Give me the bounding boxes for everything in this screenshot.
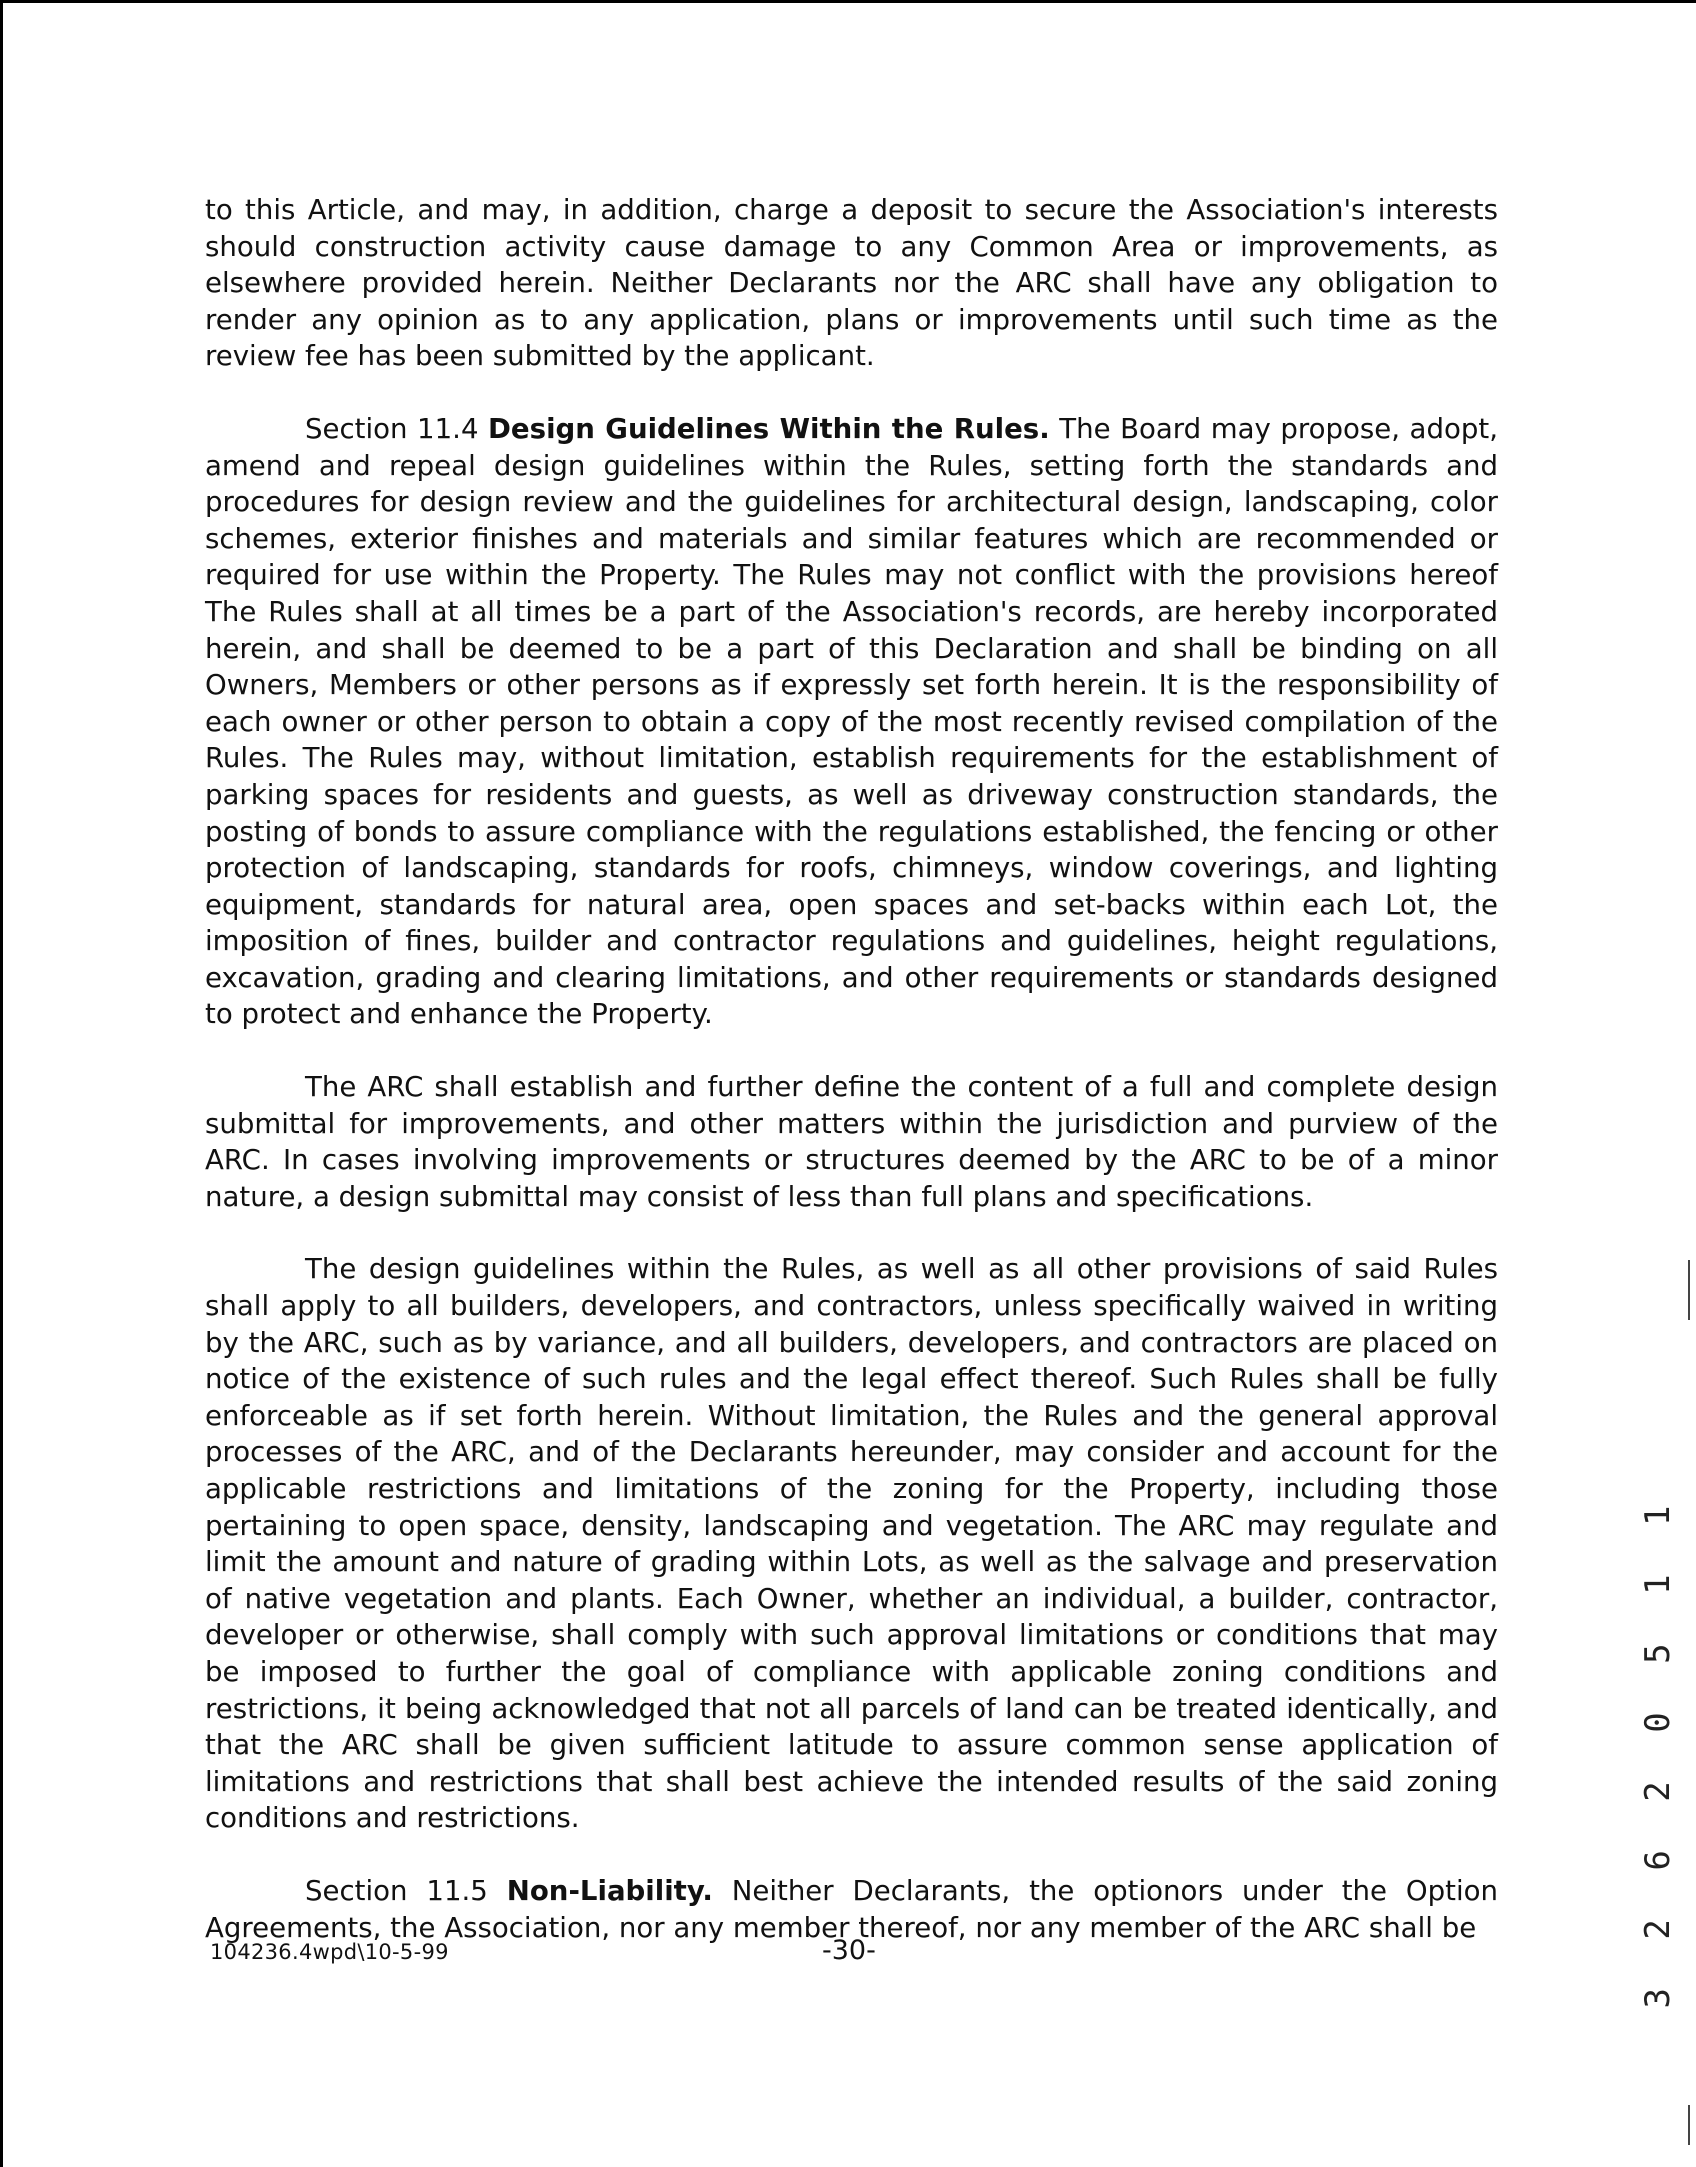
scan-right-mark [1688, 2105, 1690, 2145]
paragraph-text: to this Article, and may, in addition, charge a deposit to secure the Association's interests should construction activity cause damage to any Common Area or improvements, as elsewhere provided herein. Neither Declarants nor the ARC shall have any obligation to render any opinion as to any application, plans or improvements until such time as the review fee has been submitted by the applicant. [205, 193, 1498, 373]
paragraph-arc-submittal [205, 1069, 1498, 1215]
side-document-stamp [1638, 1491, 1678, 2009]
footer-file-reference: 104236.4wpd\10-5-99 [210, 1940, 449, 1964]
paragraph-text: Neither Declarants, the optionors under the Option Agreements, the Association, nor any member thereof, nor any member of the ARC shall be [205, 1873, 1498, 1944]
scan-top-edge [0, 0, 1696, 3]
side-stamp-text: 3 2 6 2 0 5 1 1 [1638, 1491, 1678, 2009]
paragraph-text: The Board may propose, adopt, amend and repeal design guidelines within the Rules, setting forth the standards and procedures for design review and the guidelines for architectural design, landscaping, color schemes, exterior finishes and materials and similar features which are recommended or required for use within the Property. The Rules may not conflict with the provisions hereof The Rules shall at all times be a part of the Association's records, are hereby incorporated herein, and shall be deemed to be a part of this Declaration and shall be binding on all Owners, Members or other persons as if expressly set forth herein. It is the responsibility of each owner or other person to obtain a copy of the most recently revised compilation of the Rules. The Rules may, without limitation, establish requirements for the establishment of parking spaces for residents and guests, as well as driveway construction standards, the posting of bonds to assure compliance with the regulations established, the fencing or other protection of landscaping, standards for roofs, chimneys, window coverings, and lighting equipment, standards for natural area, open spaces and set-backs within each Lot, the imposition of fines, builder and contractor regulations and guidelines, height regulations, excavation, grading and clearing limitations, and other requirements or standards designed to protect and enhance the Property. [205, 411, 1498, 1031]
section-number: Section 11.4 [305, 411, 489, 445]
paragraph-section-11-4 [205, 411, 1498, 1033]
paragraph-text: The ARC shall establish and further define the content of a full and complete design submittal for improvements, and other matters within the jurisdiction and purview of the ARC. In cases involving improvements or structures deemed by the ARC to be of a minor nature, a design submittal may consist of less than full plans and specifications. [205, 1070, 1498, 1213]
document-body [205, 192, 1498, 1982]
footer-page-number: -30- [822, 1935, 876, 1966]
section-number: Section 11.5 [305, 1873, 507, 1907]
paragraph-design-guidelines [205, 1251, 1498, 1837]
paragraph-continuation [205, 192, 1498, 375]
section-heading: Design Guidelines Within the Rules. [488, 411, 1050, 445]
scan-left-edge [0, 0, 3, 2167]
paragraph-text: The design guidelines within the Rules, as well as all other provisions of said Rules shall apply to all builders, developers, and contractors, unless specifically waived in writing by the ARC, such as by variance, and all builders, developers, and contractors are placed on notice of the existence of such rules and the legal effect thereof. Such Rules shall be fully enforceable as if set forth herein. Without limitation, the Rules and the general approval processes of the ARC, and of the Declarants hereunder, may consider and account for the applicable restrictions and limitations of the zoning for the Property, including those pertaining to open space, density, landscaping and vegetation. The ARC may regulate and limit the amount and nature of grading within Lots, as well as the salvage and preservation of native vegetation and plants. Each Owner, whether an individual, a builder, contractor, developer or otherwise, shall comply with such approval limitations or conditions that may be imposed to further the goal of compliance with applicable zoning conditions and restrictions, it being acknowledged that not all parcels of land can be treated identically, and that the ARC shall be given sufficient latitude to assure common sense application of limitations and restrictions that shall best achieve the intended results of the said zoning conditions and restrictions. [205, 1252, 1498, 1835]
scan-right-mark [1688, 1260, 1690, 1320]
section-heading: Non-Liability. [506, 1873, 713, 1907]
